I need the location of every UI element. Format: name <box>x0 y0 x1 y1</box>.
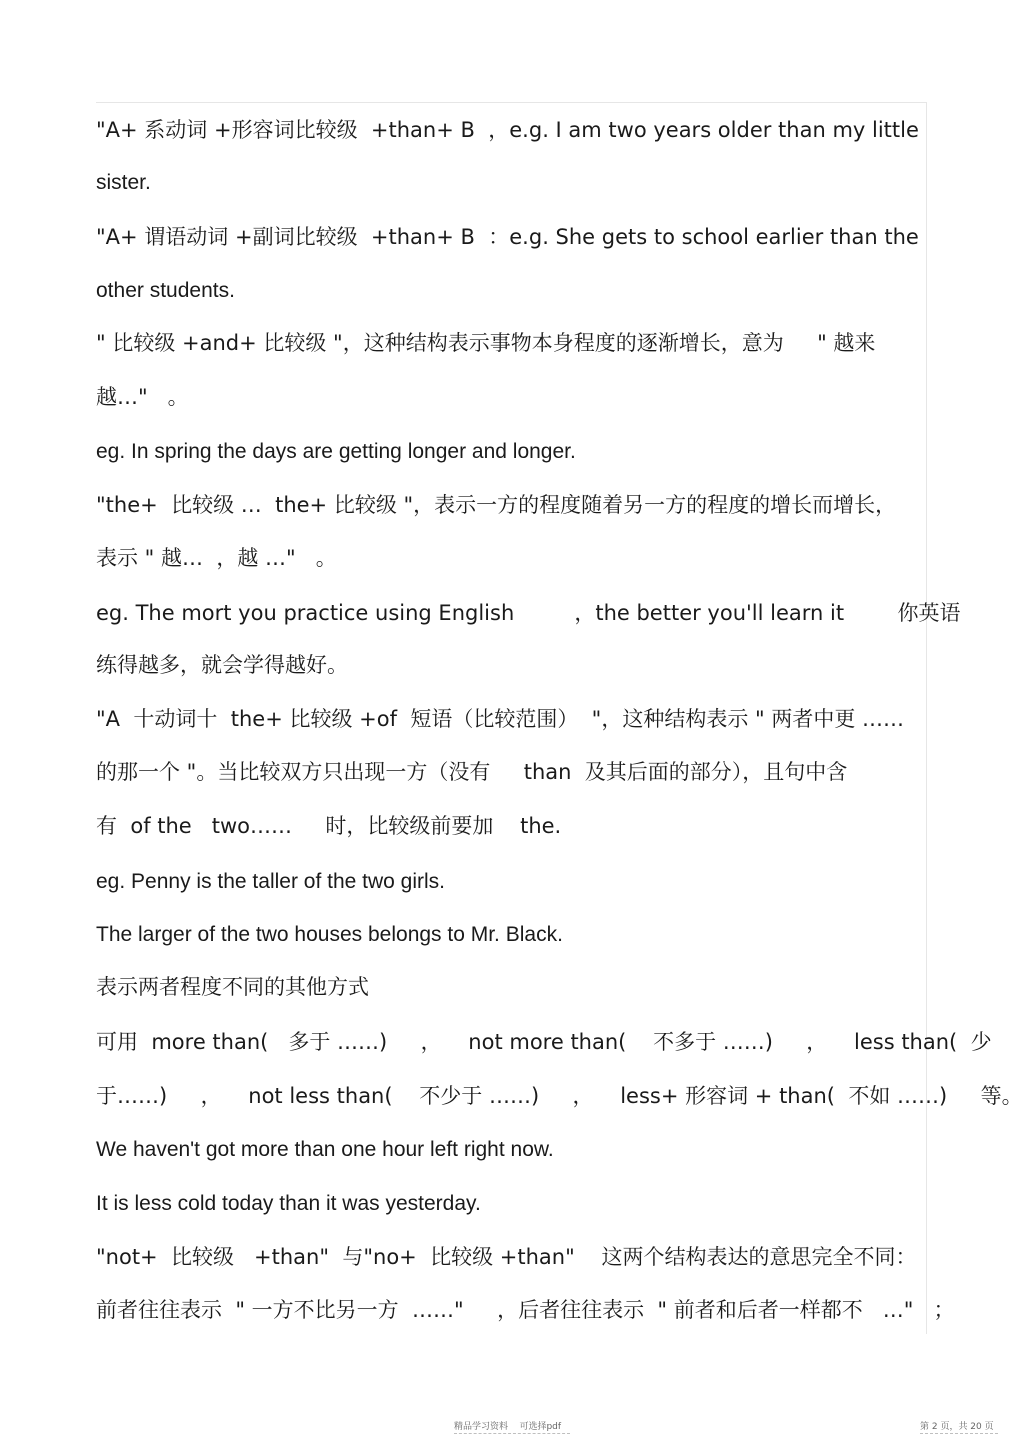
text-line: 于……) ， not less than( 不少于 ……) ， less+ 形容词 + than( 不如 ……) 等。 <box>96 1084 1023 1108</box>
text-line: 的那一个 "。当比较双方只出现一方（没有 than 及其后面的部分），且句中含 <box>96 760 848 784</box>
page-number: 第 2 页，共 20 页 <box>920 1422 994 1432</box>
text-line: The larger of the two houses belongs to Mr. Black. <box>96 923 563 946</box>
footer-divider-left <box>454 1433 570 1434</box>
page-frame-top <box>96 102 926 103</box>
text-line: 越…" 。 <box>96 385 189 409</box>
text-line: We haven't got more than one hour left right now. <box>96 1138 554 1161</box>
text-line: eg. Penny is the taller of the two girls. <box>96 870 446 893</box>
text-line: 可用 more than( 多于 ……) ， not more than( 不多于 ……) ， less than( 少 <box>96 1030 992 1054</box>
text-line: 有 of the two…… 时，比较级前要加 the. <box>96 814 562 838</box>
text-line: other students. <box>96 279 235 302</box>
footer-divider-right <box>920 1433 998 1434</box>
text-line: " 比较级 +and+ 比较级 "，这种结构表示事物本身程度的逐渐增长，意为 " 越来 <box>96 331 876 355</box>
text-line: "A+ 系动词 +形容词比较级 +than+ B ，e.g. I am two years older than my little <box>96 118 919 142</box>
text-line: "not+ 比较级 +than" 与"no+ 比较级 +than" 这两个结构表达的意思完全不同： <box>96 1245 917 1269</box>
footer-watermark: 精品学习资料 可选择pdf <box>454 1422 562 1432</box>
text-line: It is less cold today than it was yesterday. <box>96 1192 481 1215</box>
text-line: sister. <box>96 171 151 194</box>
text-line: eg. In spring the days are getting longer and longer. <box>96 440 576 463</box>
text-line: 练得越多，就会学得越好。 <box>96 653 348 677</box>
section-heading: 表示两者程度不同的其他方式 <box>96 975 369 999</box>
page-frame-right <box>926 102 927 1334</box>
text-line: "A 十动词十 the+ 比较级 +of 短语（比较范围） "，这种结构表示 " 两者中更 …… <box>96 707 905 731</box>
text-line: 前者往往表示 " 一方不比另一方 ……" ，后者往往表示 " 前者和后者一样都不 …" ； <box>96 1298 955 1322</box>
text-line: "the+ 比较级 … the+ 比较级 "，表示一方的程度随着另一方的程度的增长而增长， <box>96 493 897 517</box>
text-line: 表示 " 越… ，越 …" 。 <box>96 546 337 570</box>
text-line: eg. The mort you practice using English ，the better you'll learn it 你英语 <box>96 601 961 625</box>
text-line: "A+ 谓语动词 +副词比较级 +than+ B ：e.g. She gets to school earlier than the <box>96 225 919 249</box>
